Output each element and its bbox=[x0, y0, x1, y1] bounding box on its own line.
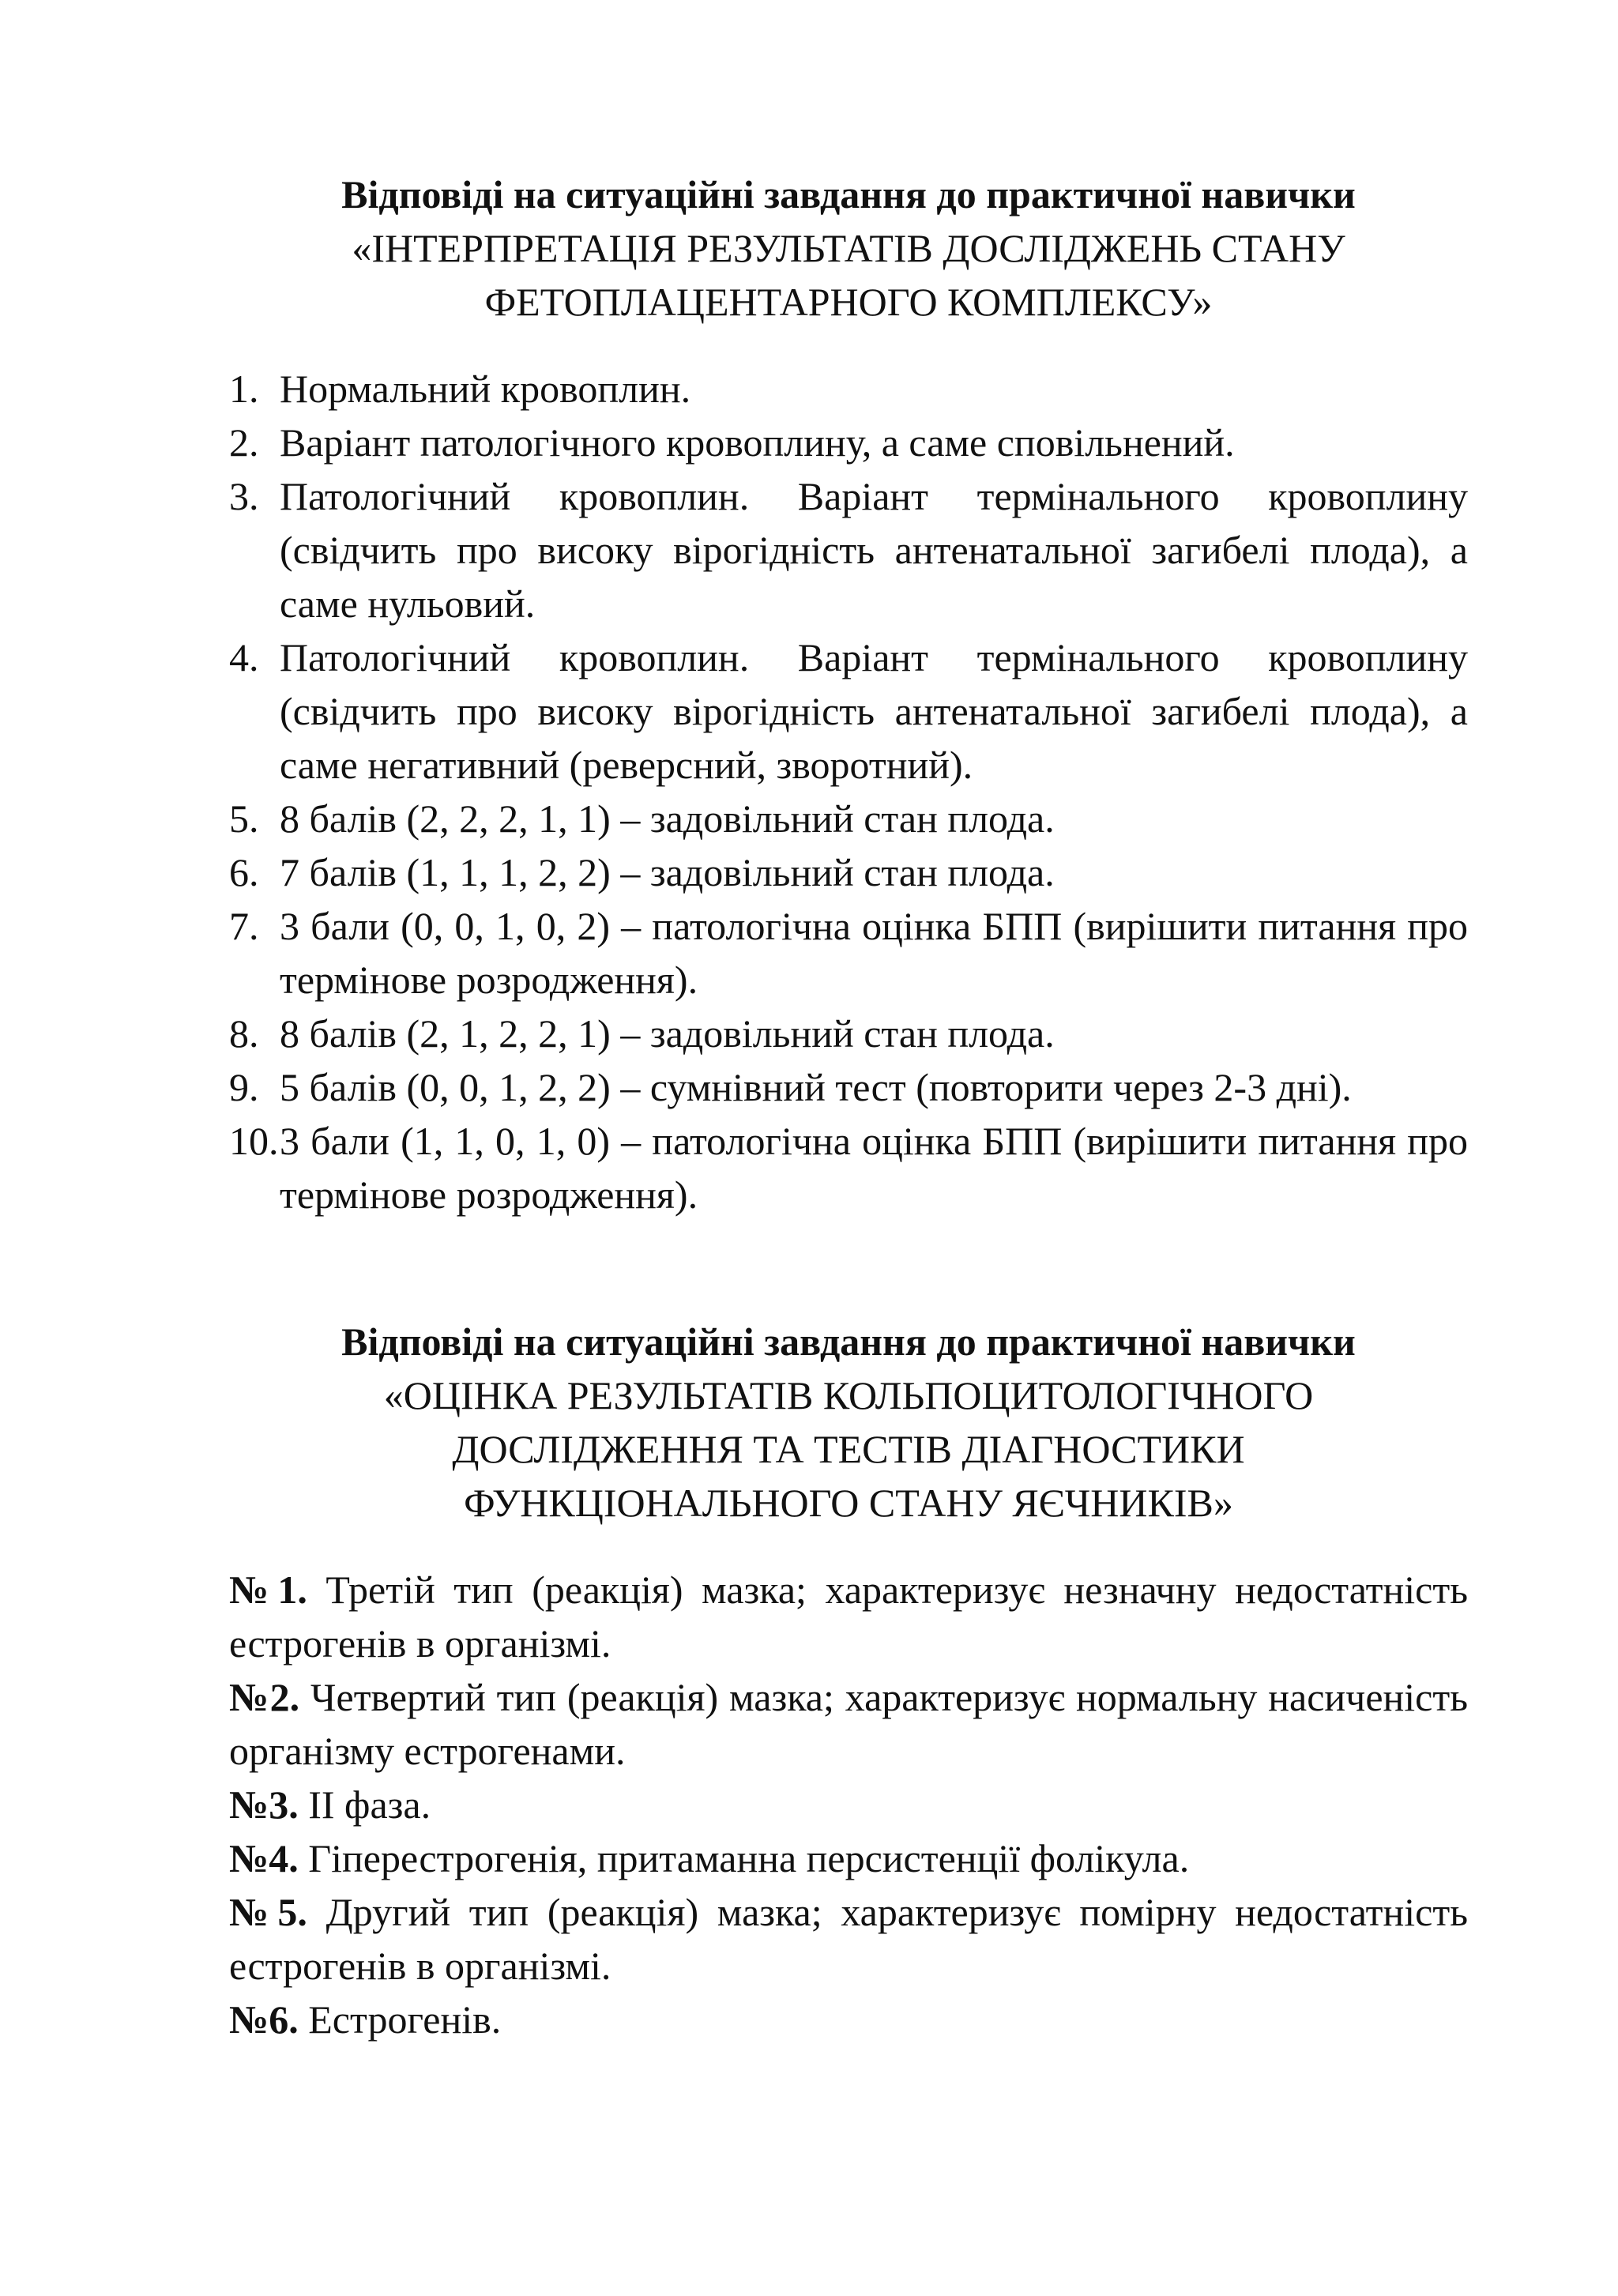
item-text: 8 балів (2, 2, 2, 1, 1) – задовільний стан плода. bbox=[280, 796, 1055, 841]
list-item bbox=[229, 1885, 1468, 1993]
item-text: 8 балів (2, 1, 2, 2, 1) – задовільний стан плода. bbox=[280, 1011, 1055, 1056]
heading-title-line: ФУНКЦІОНАЛЬНОГО СТАНУ ЯЄЧНИКІВ» bbox=[464, 1481, 1233, 1525]
item-number: 5. bbox=[229, 796, 259, 841]
item-number: 10. bbox=[229, 1119, 279, 1163]
list-item bbox=[229, 1831, 1468, 1885]
item-text: 3 бали (0, 0, 1, 0, 2) – патологічна оцінка БПП (вирішити питання про термінове розродження). bbox=[280, 904, 1468, 1002]
item-number: 7. bbox=[229, 904, 259, 948]
section-heading bbox=[229, 167, 1468, 329]
list-item bbox=[229, 1007, 1468, 1060]
item-number: 3. bbox=[229, 474, 259, 518]
list-item bbox=[229, 1993, 1468, 2046]
heading-title-line: «ОЦІНКА РЕЗУЛЬТАТІВ КОЛЬПОЦИТОЛОГІЧНОГО bbox=[383, 1373, 1314, 1417]
item-number: 1. bbox=[229, 367, 259, 411]
heading-title-line: «ІНТЕРПРЕТАЦІЯ РЕЗУЛЬТАТІВ ДОСЛІДЖЕНЬ СТАНУ bbox=[352, 226, 1345, 270]
item-number: 8. bbox=[229, 1011, 259, 1056]
item-text: Естрогенів. bbox=[308, 1997, 502, 2042]
list-item bbox=[229, 416, 1468, 469]
heading-title-line: ФЕТОПЛАЦЕНТАРНОГО КОМПЛЕКСУ» bbox=[484, 280, 1213, 324]
item-text: Патологічний кровоплин. Варіант термінального кровоплину (свідчить про високу вірогідність антенатальної загибелі плода), а саме негативний (реверсний, зворотний). bbox=[280, 635, 1468, 787]
list-item bbox=[229, 1563, 1468, 1670]
list-item bbox=[229, 1114, 1468, 1221]
item-number: №1. bbox=[229, 1568, 307, 1612]
item-number: №5. bbox=[229, 1890, 307, 1934]
list-item bbox=[229, 469, 1468, 630]
section-fetoplacental bbox=[229, 167, 1468, 1221]
item-text: 3 бали (1, 1, 0, 1, 0) – патологічна оцінка БПП (вирішити питання про термінове розродження). bbox=[280, 1119, 1468, 1217]
document-page bbox=[229, 0, 1468, 2046]
item-text: Третій тип (реакція) мазка; характеризує незначну недостатність естрогенів в організмі. bbox=[229, 1568, 1469, 1666]
item-number: 6. bbox=[229, 850, 259, 894]
item-text: Другий тип (реакція) мазка; характеризує помірну недостатність естрогенів в організмі. bbox=[229, 1890, 1468, 1988]
item-text: 7 балів (1, 1, 1, 2, 2) – задовільний стан плода. bbox=[280, 850, 1055, 894]
item-number: №2. bbox=[229, 1675, 300, 1719]
item-text: Варіант патологічного кровоплину, а саме сповільнений. bbox=[280, 420, 1235, 465]
section-heading bbox=[229, 1315, 1468, 1530]
answers-list bbox=[229, 1563, 1468, 2046]
item-text: II фаза. bbox=[308, 1782, 431, 1827]
list-item bbox=[229, 630, 1468, 792]
item-number: №3. bbox=[229, 1782, 299, 1827]
item-number: №4. bbox=[229, 1836, 299, 1880]
item-text: Четвертий тип (реакція) мазка; характеризує нормальну насиченість організму естрогенами. bbox=[229, 1675, 1469, 1773]
item-number: 4. bbox=[229, 635, 259, 679]
item-text: Гіперестрогенія, притаманна персистенції фолікула. bbox=[308, 1836, 1190, 1880]
item-number: 9. bbox=[229, 1065, 259, 1109]
item-text: Нормальний кровоплин. bbox=[280, 367, 691, 411]
list-item bbox=[229, 899, 1468, 1007]
heading-title-line: ДОСЛІДЖЕННЯ ТА ТЕСТІВ ДІАГНОСТИКИ bbox=[452, 1427, 1245, 1471]
section-colpocytology bbox=[229, 1315, 1468, 2046]
list-item bbox=[229, 1670, 1468, 1778]
list-item bbox=[229, 1778, 1468, 1831]
item-text: Патологічний кровоплин. Варіант термінального кровоплину (свідчить про високу вірогідність антенатальної загибелі плода), а саме нульовий. bbox=[280, 474, 1468, 626]
heading-lead: Відповіді на ситуаційні завдання до практичної навички bbox=[341, 1319, 1356, 1364]
list-item bbox=[229, 1060, 1468, 1114]
list-item bbox=[229, 792, 1468, 845]
answers-list bbox=[229, 362, 1468, 1221]
item-number: 2. bbox=[229, 420, 259, 465]
list-item bbox=[229, 362, 1468, 416]
list-item bbox=[229, 845, 1468, 899]
item-text: 5 балів (0, 0, 1, 2, 2) – сумнівний тест (повторити через 2-3 дні). bbox=[280, 1065, 1352, 1109]
heading-lead: Відповіді на ситуаційні завдання до практичної навички bbox=[341, 172, 1356, 216]
item-number: №6. bbox=[229, 1997, 299, 2042]
